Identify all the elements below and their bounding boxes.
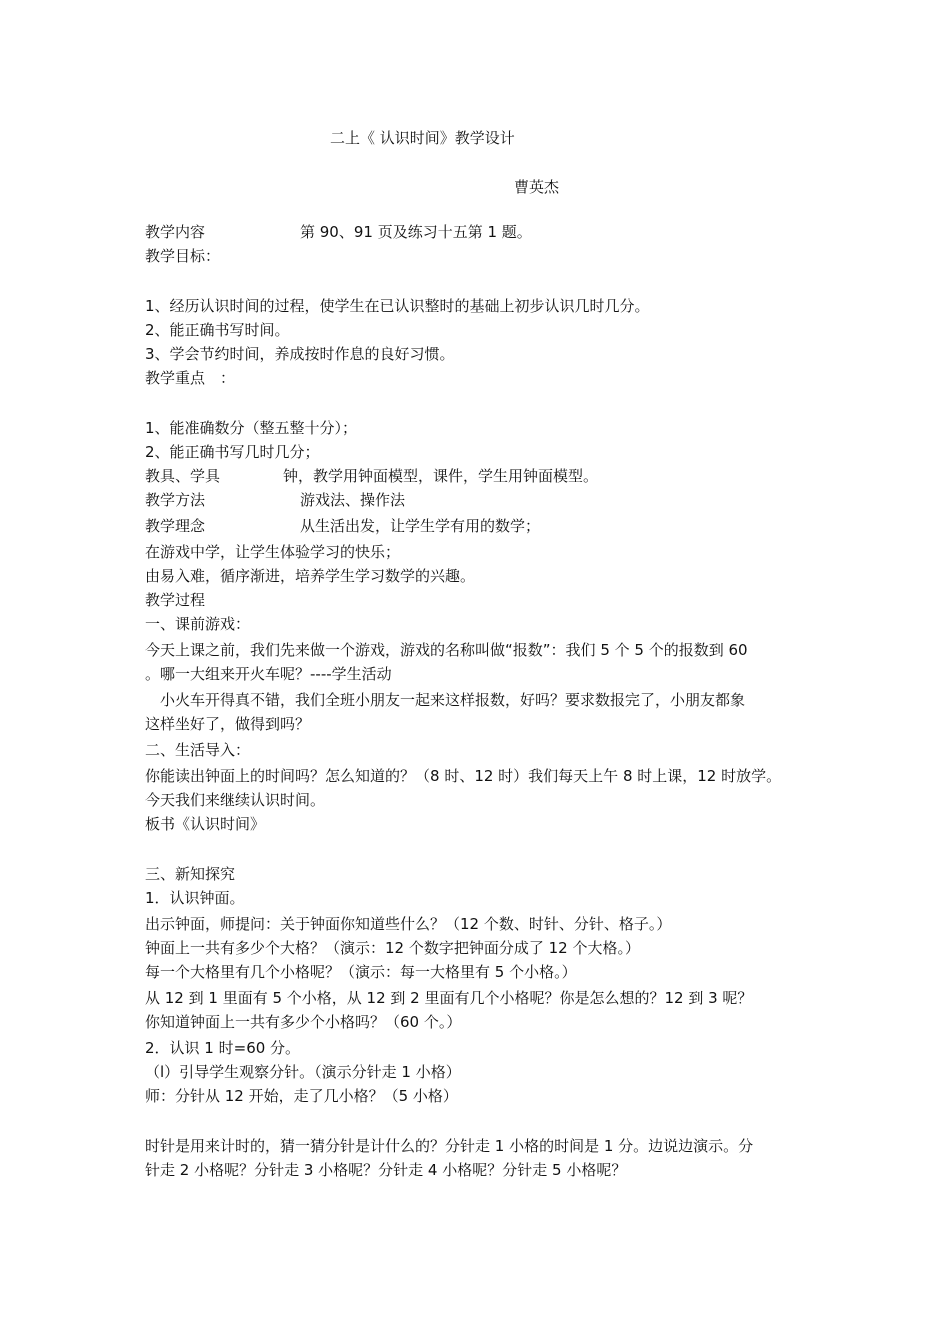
goal-item: 2、能正确书写时间。 bbox=[145, 321, 290, 339]
content-value: 第 90、91 页及练习十五第 1 题。 bbox=[300, 223, 532, 241]
method-label: 教学方法 bbox=[145, 491, 206, 509]
key-label: 教学重点 ： bbox=[145, 369, 236, 387]
paragraph-line: 2．认识 1 时=60 分。 bbox=[145, 1039, 301, 1057]
paragraph-line: 小火车开得真不错，我们全班小朋友一起来这样报数，好吗？要求数报完了，小朋友都象 bbox=[145, 691, 746, 709]
paragraph-line: 这样坐好了，做得到吗？ bbox=[145, 715, 311, 733]
process-label: 教学过程 bbox=[145, 591, 206, 609]
key-point: 1、能准确数分（整五整十分）； bbox=[145, 419, 358, 437]
paragraph-line: 今天我们来继续认识时间。 bbox=[145, 791, 326, 809]
paragraph-line: 。哪一大组来开火车呢？----学生活动 bbox=[145, 665, 392, 683]
document-author: 曹英杰 bbox=[514, 178, 560, 196]
paragraph-line: 从 12 到 1 里面有 5 个小格，从 12 到 2 里面有几个小格呢？你是怎么想的？12 到 3 呢？ bbox=[145, 989, 753, 1007]
paragraph-line: 师：分针从 12 开始，走了几小格？（5 小格） bbox=[145, 1087, 458, 1105]
goals-label: 教学目标： bbox=[145, 247, 221, 265]
paragraph-line: 你知道钟面上一共有多少个小格吗？（60 个。） bbox=[145, 1013, 462, 1031]
paragraph-line: 钟面上一共有多少个大格？（演示：12 个数字把钟面分成了 12 个大格。） bbox=[145, 939, 640, 957]
paragraph-line: 时针是用来计时的，猜一猜分针是计什么的？分针走 1 小格的时间是 1 分。边说边演示。分 bbox=[145, 1137, 754, 1155]
document-title: 二上《 认识时间》教学设计 bbox=[330, 129, 515, 147]
idea-line: 由易入难，循序渐进，培养学生学习数学的兴趣。 bbox=[145, 567, 476, 585]
tools-value: 钟，教学用钟面模型，课件，学生用钟面模型。 bbox=[283, 467, 599, 485]
idea-label: 教学理念 bbox=[145, 517, 206, 535]
paragraph-line: 板书《认识时间》 bbox=[145, 815, 266, 833]
idea-value: 从生活出发，让学生学有用的数学； bbox=[300, 517, 541, 535]
method-value: 游戏法、操作法 bbox=[300, 491, 406, 509]
paragraph-line: 针走 2 小格呢？分针走 3 小格呢？分针走 4 小格呢？分针走 5 小格呢？ bbox=[145, 1161, 627, 1179]
paragraph-line: 1．认识钟面。 bbox=[145, 889, 245, 907]
section-title: 一、课前游戏： bbox=[145, 615, 251, 633]
goal-item: 1、经历认识时间的过程，使学生在已认识整时的基础上初步认识几时几分。 bbox=[145, 297, 650, 315]
idea-line: 在游戏中学，让学生体验学习的快乐； bbox=[145, 543, 401, 561]
paragraph-line: 今天上课之前，我们先来做一个游戏，游戏的名称叫做“报数”：我们 5 个 5 个的报数到 60 bbox=[145, 641, 748, 659]
paragraph-line: 你能读出钟面上的时间吗？怎么知道的？（8 时、12 时）我们每天上午 8 时上课，12 时放学。 bbox=[145, 767, 782, 785]
section-title: 三、新知探究 bbox=[145, 865, 236, 883]
section-title: 二、生活导入： bbox=[145, 741, 251, 759]
content-label: 教学内容 bbox=[145, 223, 206, 241]
paragraph-line: （l）引导学生观察分针。（演示分针走 1 小格） bbox=[145, 1063, 461, 1081]
key-point: 2、能正确书写几时几分； bbox=[145, 443, 320, 461]
tools-label: 教具、学具 bbox=[145, 467, 221, 485]
paragraph-line: 出示钟面，师提问：关于钟面你知道些什么？（12 个数、时针、分针、格子。） bbox=[145, 915, 672, 933]
goal-item: 3、学会节约时间，养成按时作息的良好习惯。 bbox=[145, 345, 455, 363]
paragraph-line: 每一个大格里有几个小格呢？（演示：每一大格里有 5 个小格。） bbox=[145, 963, 577, 981]
